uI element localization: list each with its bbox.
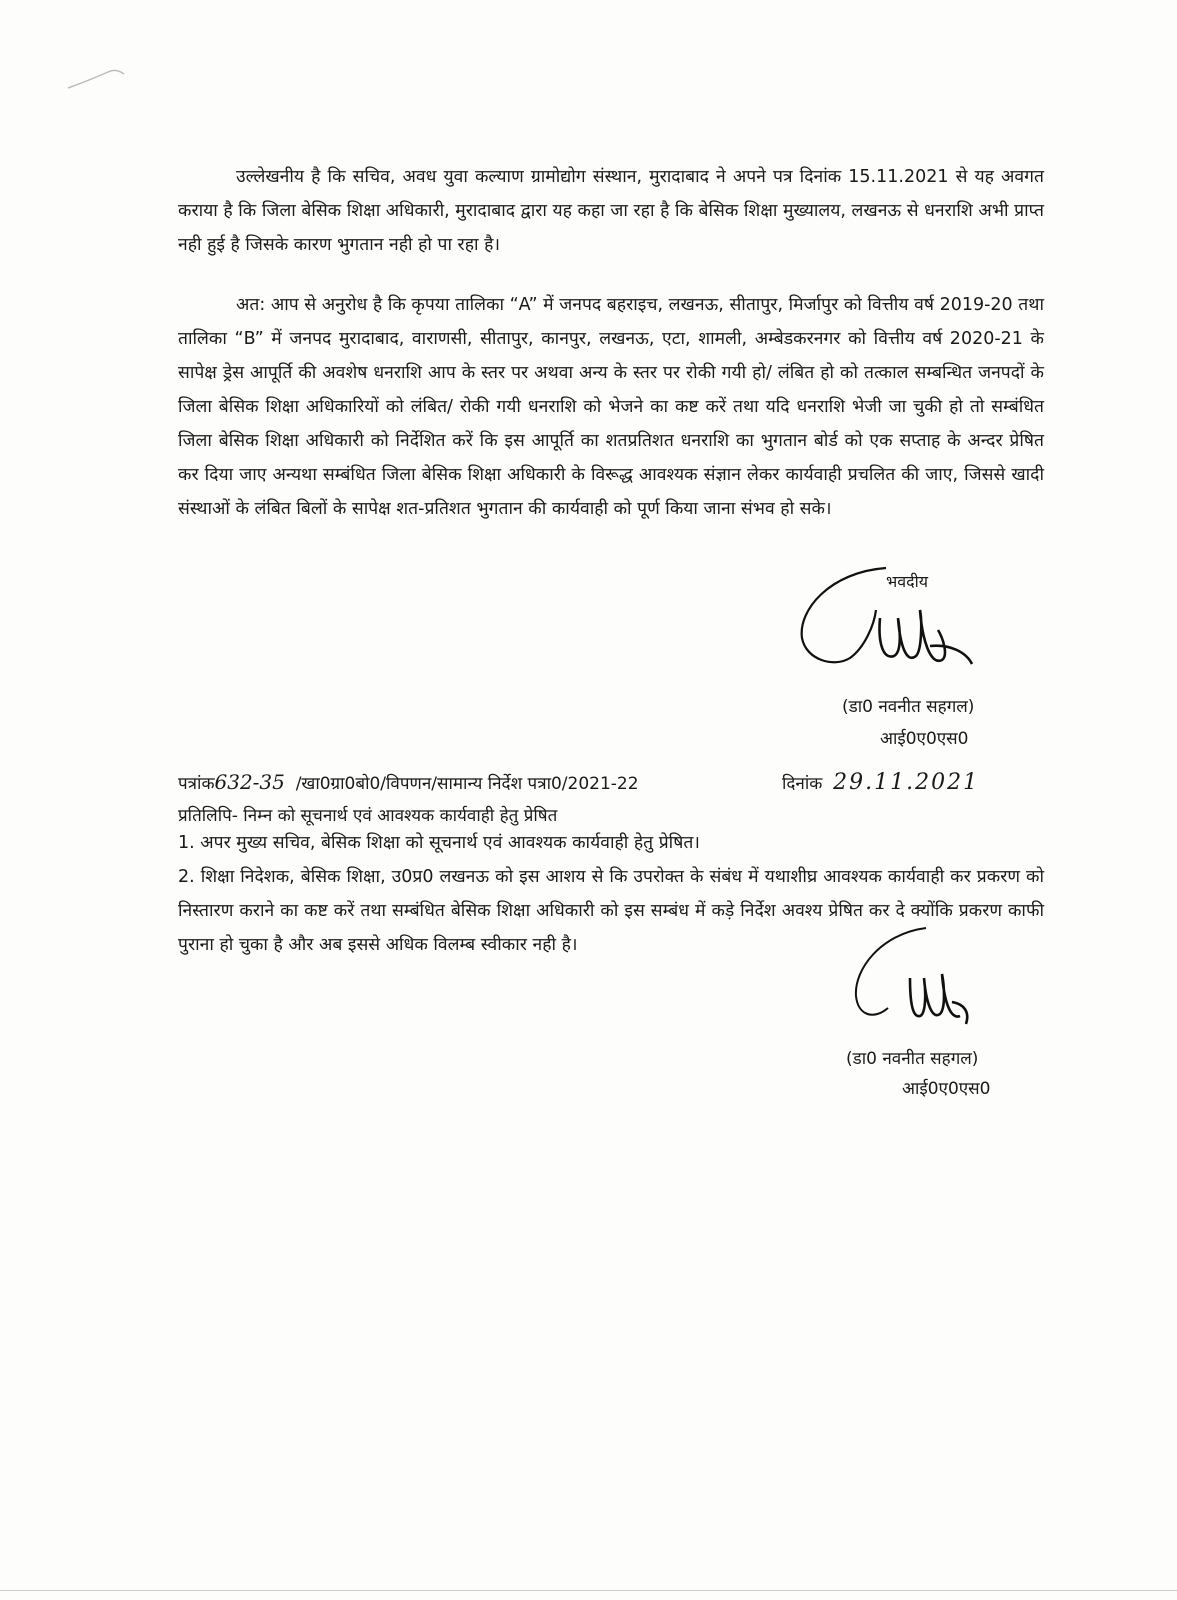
reference-date	[782, 770, 979, 795]
signatory-post-2: आई0ए0एस0	[902, 1079, 991, 1099]
signatory-name-2: (डा0 नवनीत सहगल)	[846, 1049, 979, 1069]
signatory-post-1: आई0ए0एस0	[880, 729, 969, 749]
handwritten-signature-1	[790, 560, 1010, 695]
reference-number: 632-35	[214, 770, 285, 794]
scan-edge-line	[0, 1590, 1177, 1591]
closing-text: भवदीय	[886, 572, 929, 591]
reference-path: /खा0ग्रा0बो0/विपणन/सामान्य निर्देश पत्रा0/2021-22	[295, 774, 639, 794]
handwritten-signature-2	[840, 920, 990, 1040]
paragraph-1: उल्लेखनीय है कि सचिव, अवध युवा कल्याण ग्रामोद्योग संस्थान, मुरादाबाद ने अपने पत्र दिनांक 15.11.2021 से यह अवगत कराया है कि जिला बेसिक शिक्षा अधिकारी, मुरादाबाद द्वारा यह कहा जा रहा है कि बेसिक शिक्षा मुख्यालय, लखनऊ से धनराशि अभी प्राप्त नही हुई है जिसके कारण भुगतान नही हो पा रहा है।	[178, 167, 1044, 255]
paragraph-2: अत: आप से अनुरोध है कि कृपया तालिका “A” में जनपद बहराइच, लखनऊ, सीतापुर, मिर्जापुर को वित्तीय वर्ष 2019-20 तथा तालिका “B” में जनपद मुरादाबाद, वाराणसी, सीतापुर, कानपुर, लखनऊ, एटा, शामली, अम्बेडकरनगर को वित्तीय वर्ष 2020-21 के सापेक्ष ड्रेस आपूर्ति की अवशेष धनराशि आप के स्तर पर अथवा अन्य के स्तर पर रोकी गयी हो/ लंबित हो को तत्काल सम्बन्धित जनपदों के जिला बेसिक शिक्षा अधिकारियों को लंबित/ रोकी गयी धनराशि को भेजने का कष्ट करें तथा यदि धनराशि भेजी जा चुकी हो तो सम्बंधित जिला बेसिक शिक्षा अधिकारी को निर्देशित करें कि इस आपूर्ति का शतप्रतिशत धनराशि का भुगतान बोर्ड को एक सप्ताह के अन्दर प्रेषित कर दिया जाए अन्यथा सम्बंधित जिला बेसिक शिक्षा अधिकारी के विरूद्ध आवश्यक संज्ञान लेकर कार्यवाही प्रचलित की जाए, जिससे खादी संस्थाओं के लंबित बिलों के सापेक्ष शत-प्रतिशत भुगतान की कार्यवाही को पूर्ण किया जाना संभव हो सके।	[178, 295, 1044, 519]
copy-item-2: 2. शिक्षा निदेशक, बेसिक शिक्षा, उ0प्र0 लखनऊ को इस आशय से कि उपरोक्त के संबंध में यथाशीघ्र आवश्यक कार्यवाही कर प्रकरण को निस्तारण कराने का कष्ट करें तथा सम्बंधित बेसिक शिक्षा अधिकारी को इस सम्बंध में कड़े निर्देश अवश्य प्रेषित कर दे क्योंकि प्रकरण काफी पुराना हो चुका है और अब इससे अधिक विलम्ब स्वीकार नही है।	[178, 867, 1044, 955]
signatory-name-1: (डा0 नवनीत सहगल)	[842, 697, 975, 717]
copy-item-1: 1. अपर मुख्य सचिव, बेसिक शिक्षा को सूचनार्थ एवं आवश्यक कार्यवाही हेतु प्रेषित।	[178, 833, 700, 853]
date-value: 29.11.2021	[833, 770, 980, 795]
copy-heading: प्रतिलिपि- निम्न को सूचनार्थ एवं आवश्यक कार्यवाही हेतु प्रेषित	[178, 806, 558, 826]
date-label: दिनांक	[782, 774, 823, 794]
scan-mark	[60, 60, 130, 100]
reference-prefix: पत्रांक	[178, 774, 215, 794]
